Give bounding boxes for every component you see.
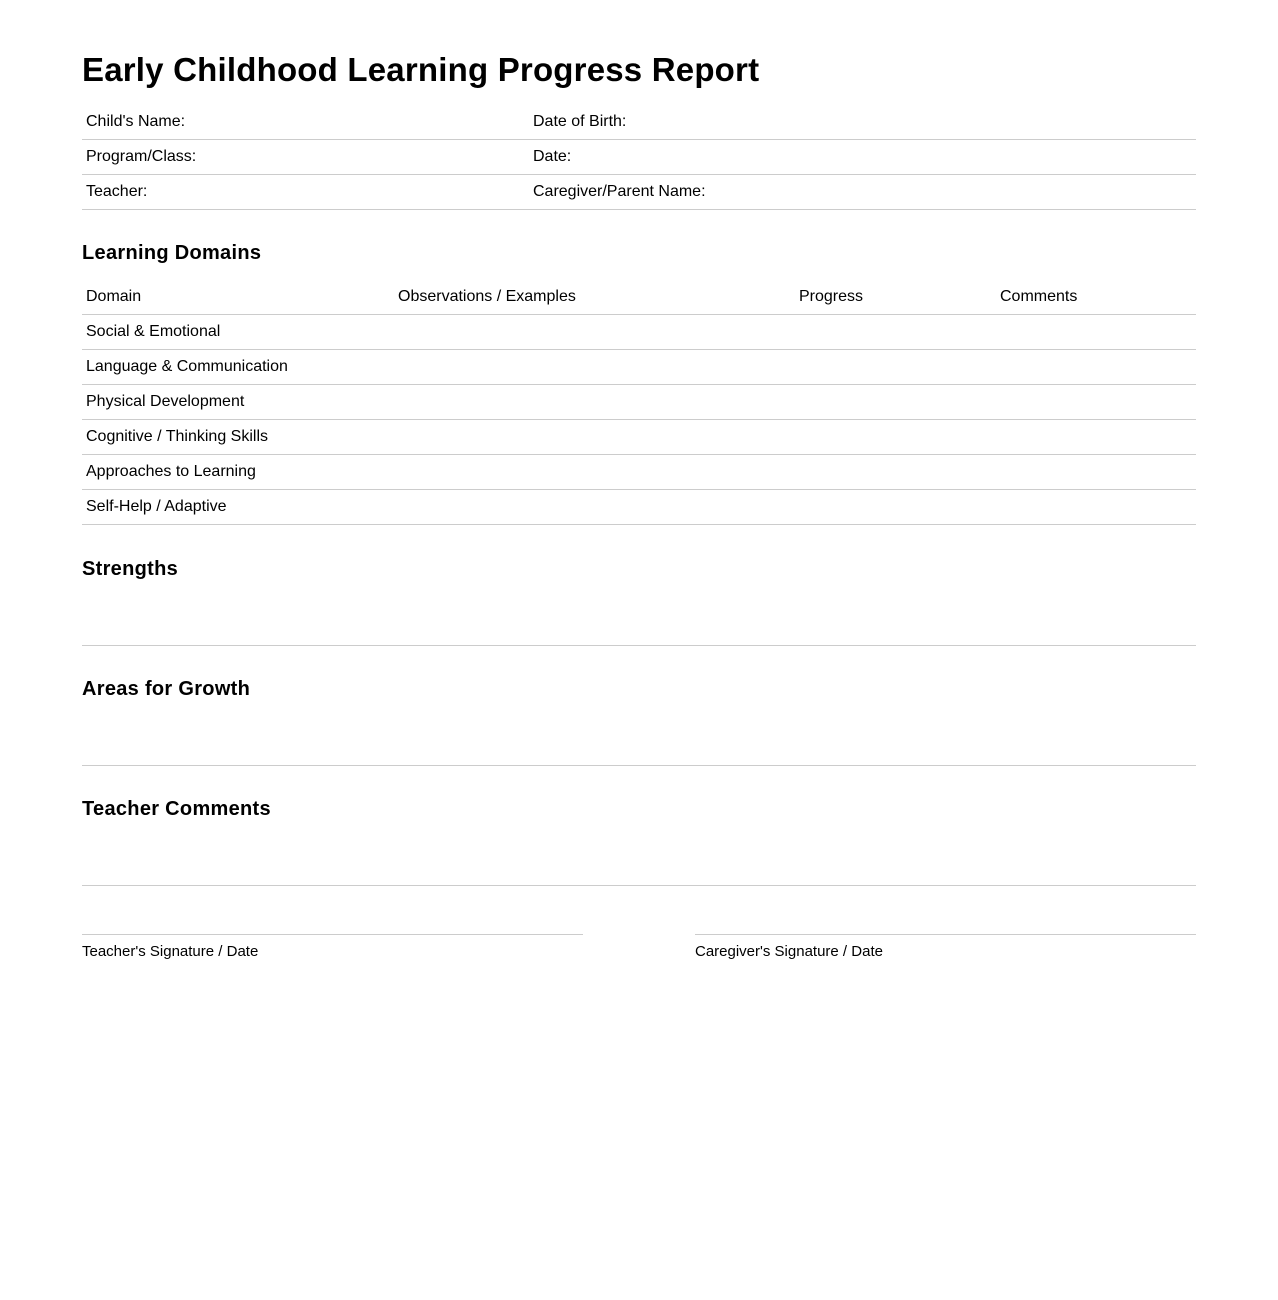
- info-row: [82, 140, 1196, 175]
- observations-cell[interactable]: [394, 490, 795, 525]
- comments-cell[interactable]: [996, 350, 1196, 385]
- strengths-write-area[interactable]: [82, 605, 1196, 646]
- progress-cell[interactable]: [795, 315, 996, 350]
- table-row: [82, 315, 1196, 350]
- table-row: [82, 420, 1196, 455]
- date-of-birth-field[interactable]: Date of Birth:: [529, 105, 1196, 140]
- observations-cell[interactable]: [394, 350, 795, 385]
- column-header-observations: Observations / Examples: [394, 280, 795, 315]
- program-class-field[interactable]: Program/Class:: [82, 140, 529, 175]
- page-title: Early Childhood Learning Progress Report: [82, 51, 760, 88]
- table-row: [82, 385, 1196, 420]
- comments-cell[interactable]: [996, 385, 1196, 420]
- progress-cell[interactable]: [795, 385, 996, 420]
- learning-domains-heading: Learning Domains: [82, 242, 262, 264]
- comments-cell[interactable]: [996, 490, 1196, 525]
- teacher-comments-write-area[interactable]: [82, 845, 1196, 886]
- observations-cell[interactable]: [394, 385, 795, 420]
- column-header-progress: Progress: [795, 280, 996, 315]
- column-header-comments: Comments: [996, 280, 1196, 315]
- learning-domains-table: [82, 280, 1196, 525]
- child-info-table: [82, 105, 1196, 210]
- childs-name-field[interactable]: Child's Name:: [82, 105, 529, 140]
- caregiver-signature-block: [695, 934, 1196, 961]
- teacher-comments-heading: Teacher Comments: [82, 798, 271, 820]
- observations-cell[interactable]: [394, 315, 795, 350]
- teacher-signature-line[interactable]: [82, 934, 583, 935]
- areas-for-growth-write-area[interactable]: [82, 725, 1196, 766]
- teacher-signature-block: [82, 934, 583, 961]
- table-row: [82, 490, 1196, 525]
- progress-cell[interactable]: [795, 490, 996, 525]
- info-row: [82, 175, 1196, 210]
- progress-cell[interactable]: [795, 350, 996, 385]
- observations-cell[interactable]: [394, 420, 795, 455]
- areas-for-growth-heading: Areas for Growth: [82, 678, 251, 700]
- teacher-field[interactable]: Teacher:: [82, 175, 529, 210]
- comments-cell[interactable]: [996, 420, 1196, 455]
- strengths-heading: Strengths: [82, 558, 179, 580]
- progress-cell[interactable]: [795, 420, 996, 455]
- domain-cell: Language & Communication: [82, 350, 394, 385]
- caregiver-signature-line[interactable]: [695, 934, 1196, 935]
- teacher-signature-label: Teacher's Signature / Date: [82, 943, 259, 960]
- domain-cell: Social & Emotional: [82, 315, 394, 350]
- domain-cell: Physical Development: [82, 385, 394, 420]
- table-row: [82, 350, 1196, 385]
- domain-cell: Approaches to Learning: [82, 455, 394, 490]
- column-header-domain: Domain: [82, 280, 394, 315]
- observations-cell[interactable]: [394, 455, 795, 490]
- info-row: [82, 105, 1196, 140]
- progress-cell[interactable]: [795, 455, 996, 490]
- table-header-row: [82, 280, 1196, 315]
- table-row: [82, 455, 1196, 490]
- domain-cell: Cognitive / Thinking Skills: [82, 420, 394, 455]
- comments-cell[interactable]: [996, 455, 1196, 490]
- caregiver-signature-label: Caregiver's Signature / Date: [695, 943, 883, 960]
- date-field[interactable]: Date:: [529, 140, 1196, 175]
- comments-cell[interactable]: [996, 315, 1196, 350]
- domain-cell: Self-Help / Adaptive: [82, 490, 394, 525]
- caregiver-parent-name-field[interactable]: Caregiver/Parent Name:: [529, 175, 1196, 210]
